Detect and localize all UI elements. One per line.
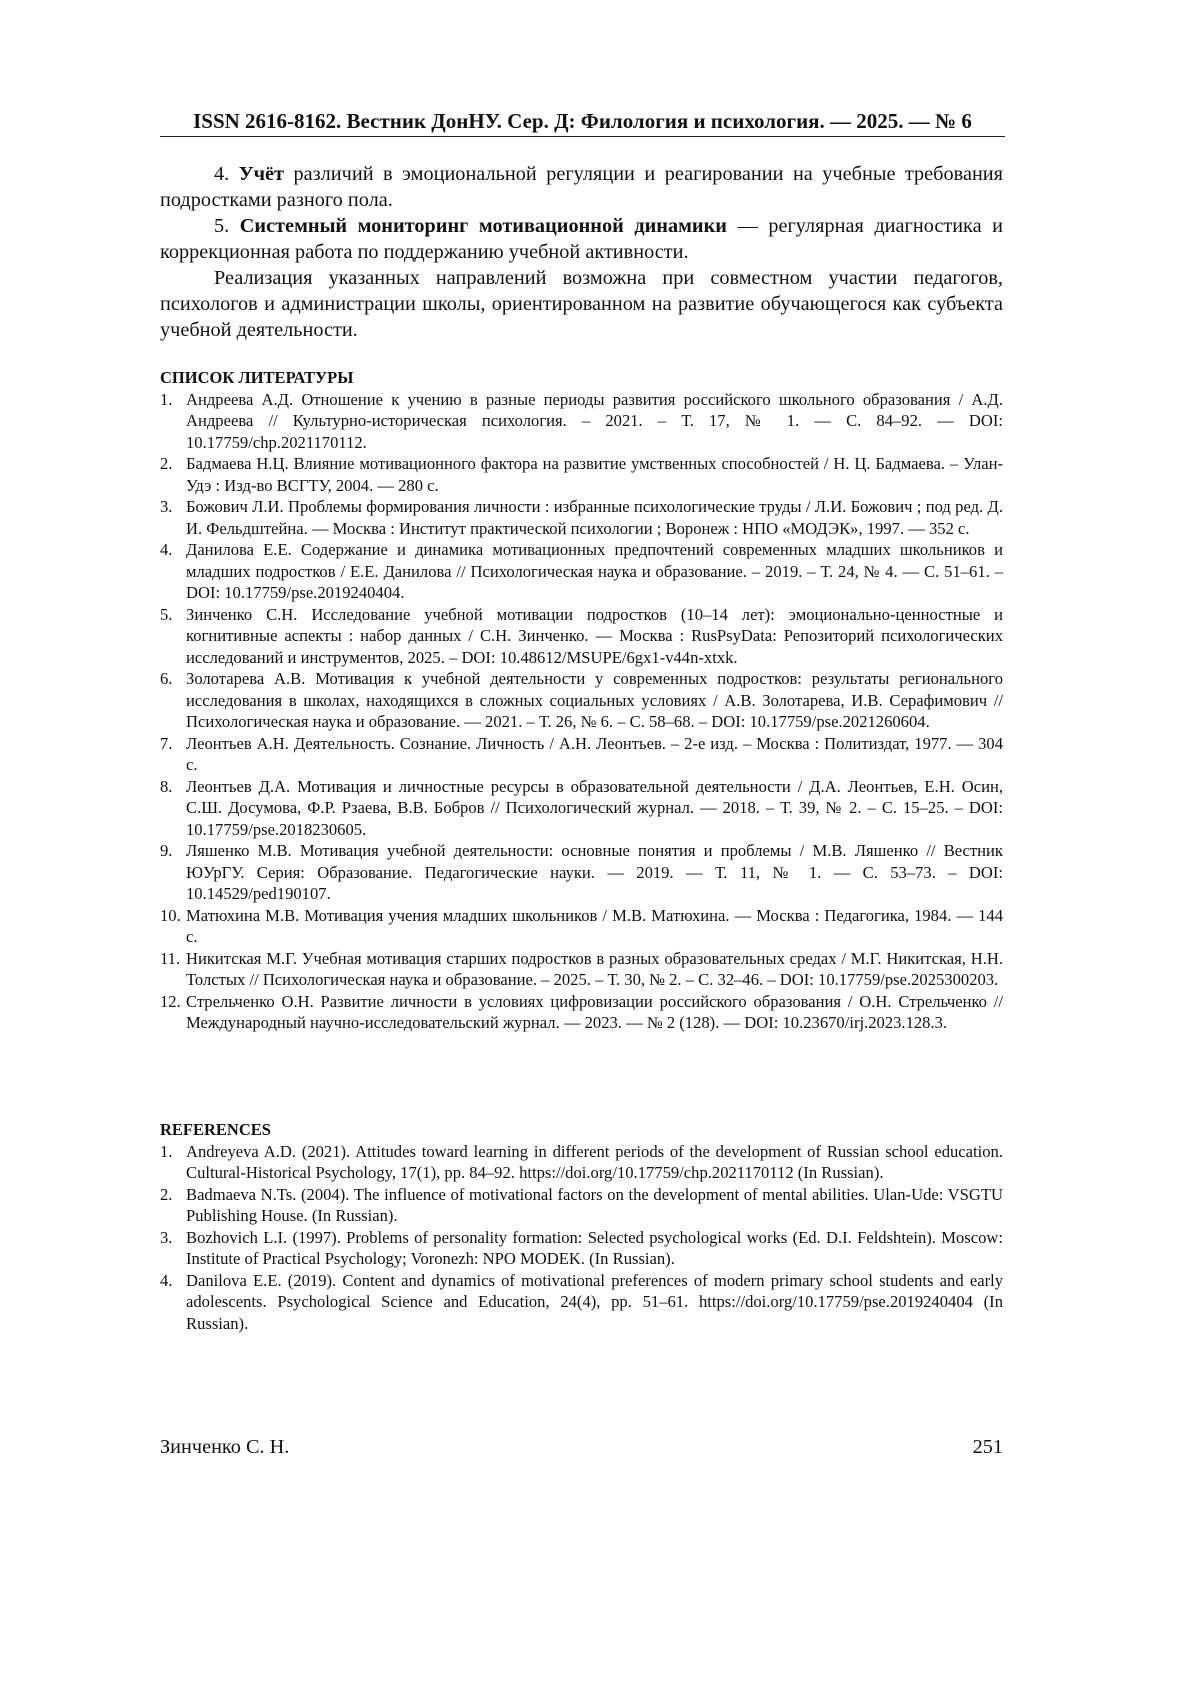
- reference-item: [160, 453, 1003, 496]
- reference-text: Леонтьев Д.А. Мотивация и личностные ресурсы в образовательной деятельности / Д.А. Леонтьев, Е.Н. Осин, С.Ш. Досумова, Ф.Р. Рзаева, В.В. Бобров // Психологический журнал. — 2018. – Т. 39, № 2. – С. 15–25. – DOI: 10.17759/pse.2018230605.: [186, 776, 1003, 839]
- reference-item: [160, 840, 1003, 905]
- reference-number: 3.: [160, 1227, 173, 1247]
- reference-text: Золотарева А.В. Мотивация к учебной деятельности у современных подростков: результаты регионального исследования в школах, находящихся в сложных социальных условиях / А.В. Золотарева, И.В. Серафимович // Психологическая наука и образование. — 2021. – Т. 26, № 6. – С. 58–68. – DOI: 10.17759/pse.2021260604.: [186, 669, 1003, 731]
- ru-references-title: СПИСОК ЛИТЕРАТУРЫ: [160, 368, 354, 387]
- paragraph-item-4: 4. Учёт различий в эмоциональной регуляции и реагировании на учебные требования подростками разного пола.: [160, 163, 1003, 211]
- reference-item: [160, 604, 1003, 669]
- reference-item: [160, 668, 1003, 733]
- reference-text: Зинченко С.Н. Исследование учебной мотивации подростков (10–14 лет): эмоционально-ценностные и когнитивные аспекты : набор данных / С.Н. Зинченко. — Москва : RusPsyData: Репозиторий психологических исследований и инструментов, 2025. – DOI: 10.48612/MSUPE/6gx1-v44n-xtxk.: [186, 604, 1003, 667]
- reference-number: 11.: [160, 948, 181, 968]
- paragraph-item-5: 5. Системный мониторинг мотивационной динамики — регулярная диагностика и коррекционная работа по поддержанию учебной активности.: [160, 215, 1003, 263]
- reference-text: Андреева А.Д. Отношение к учению в разные периоды развития российского школьного образования / А.Д. Андреева // Культурно-историческая психология. – 2021. – Т. 17, № 1. — С. 84–92. — DOI: 10.17759/chp.2021170112.: [186, 389, 1003, 452]
- reference-item: [160, 539, 1003, 604]
- reference-text: Бадмаева Н.Ц. Влияние мотивационного фактора на развитие умственных способностей / Н. Ц. Бадмаева. – Улан-Удэ : Изд-во ВСГТУ, 2004. — 280 с.: [186, 454, 1003, 495]
- reference-item: [160, 1141, 1003, 1184]
- reference-number: 4.: [160, 540, 173, 559]
- reference-item: [160, 948, 1003, 991]
- paragraph-conclusion: Реализация указанных направлений возможна при совместном участии педагогов, психологов и администрации школы, ориентированном на развитие обучающегося как субъекта учебной деятельности.: [160, 267, 1003, 341]
- page-footer: [160, 1436, 1003, 1459]
- reference-item: [160, 496, 1003, 539]
- reference-number: 2.: [160, 454, 173, 473]
- reference-item: [160, 905, 1003, 948]
- reference-number: 5.: [160, 604, 173, 624]
- reference-number: 3.: [160, 497, 173, 516]
- reference-number: 8.: [160, 776, 173, 796]
- reference-text: Danilova E.E. (2019). Content and dynamics of motivational preferences of modern primary school students and early adolescents. Psychological Science and Education, 24(4), pp. 51–61. https://doi.org/10.17759/pse.2019240404 (In Russian).: [186, 1270, 1003, 1333]
- reference-item: [160, 991, 1003, 1034]
- reference-item: [160, 776, 1003, 841]
- reference-item: [160, 389, 1003, 454]
- running-header: ISSN 2616-8162. Вестник ДонНУ. Сер. Д: Филология и психология. — 2025. — № 6: [160, 108, 1005, 137]
- reference-number: 12.: [160, 991, 181, 1011]
- page-number: 251: [972, 1436, 1003, 1458]
- footer-author: Зинченко С. Н.: [160, 1436, 290, 1458]
- ru-references: [160, 367, 1003, 1034]
- reference-text: Данилова Е.Е. Содержание и динамика мотивационных предпочтений современных младших школьников и младших подростков / Е.Е. Данилова // Психологическая наука и образование. – 2019. – Т. 24, № 4. — С. 51–61. – DOI: 10.17759/pse.2019240404.: [186, 540, 1003, 602]
- reference-text: Ляшенко М.В. Мотивация учебной деятельности: основные понятия и проблемы / М.В. Ляшенко // Вестник ЮУрГУ. Серия: Образование. Педагогические науки. — 2019. — Т. 11, № 1. — С. 53–73. – DOI: 10.14529/ped190107.: [186, 841, 1003, 903]
- reference-text: Божович Л.И. Проблемы формирования личности : избранные психологические труды / Л.И. Божович ; под ред. Д. И. Фельдштейна. — Москва : Институт практической психологии ; Воронеж : НПО «МОДЭК», 1997. — 352 с.: [186, 497, 1003, 538]
- body-text: [160, 161, 1003, 343]
- reference-text: Badmaeva N.Ts. (2004). The influence of motivational factors on the development of mental abilities. Ulan-Ude: VSGTU Publishing House. (In Russian).: [186, 1184, 1003, 1225]
- reference-text: Стрельченко О.Н. Развитие личности в условиях цифровизации российского образования / О.Н. Стрельченко // Международный научно-исследовательский журнал. — 2023. — № 2 (128). — DOI: 10.23670/irj.2023.128.3.: [186, 991, 1003, 1032]
- reference-text: Леонтьев А.Н. Деятельность. Сознание. Личность / А.Н. Леонтьев. – 2-е изд. – Москва : Политиздат, 1977. — 304 с.: [186, 733, 1003, 774]
- reference-text: Никитская М.Г. Учебная мотивация старших подростков в разных образовательных средах / М.Г. Никитская, Н.Н. Толстых // Психологическая наука и образование. – 2025. – Т. 30, № 2. – С. 32–46. – DOI: 10.17759/pse.2025300203.: [186, 948, 1003, 989]
- reference-number: 9.: [160, 841, 173, 860]
- en-references: [160, 1119, 1003, 1334]
- reference-number: 1.: [160, 1141, 173, 1161]
- reference-text: Andreyeva A.D. (2021). Attitudes toward learning in different periods of the development of Russian school education. Cultural-Historical Psychology, 17(1), pp. 84–92. https://doi.org/10.17759/chp.2021170112 (In Russian).: [186, 1141, 1003, 1182]
- reference-item: [160, 1184, 1003, 1227]
- reference-text: Bozhovich L.I. (1997). Problems of personality formation: Selected psychological works (Ed. D.I. Feldshtein). Moscow: Institute of Practical Psychology; Voronezh: NPO MODEK. (In Russian).: [186, 1227, 1003, 1268]
- reference-number: 4.: [160, 1270, 173, 1290]
- reference-text: Матюхина М.В. Мотивация учения младших школьников / М.В. Матюхина. — Москва : Педагогика, 1984. — 144 с.: [186, 905, 1003, 946]
- reference-item: [160, 1270, 1003, 1335]
- reference-number: 7.: [160, 733, 173, 753]
- en-references-title: REFERENCES: [160, 1120, 271, 1139]
- reference-item: [160, 1227, 1003, 1270]
- reference-number: 6.: [160, 669, 173, 688]
- reference-number: 10.: [160, 905, 181, 925]
- reference-item: [160, 733, 1003, 776]
- reference-number: 2.: [160, 1184, 173, 1204]
- reference-number: 1.: [160, 389, 173, 409]
